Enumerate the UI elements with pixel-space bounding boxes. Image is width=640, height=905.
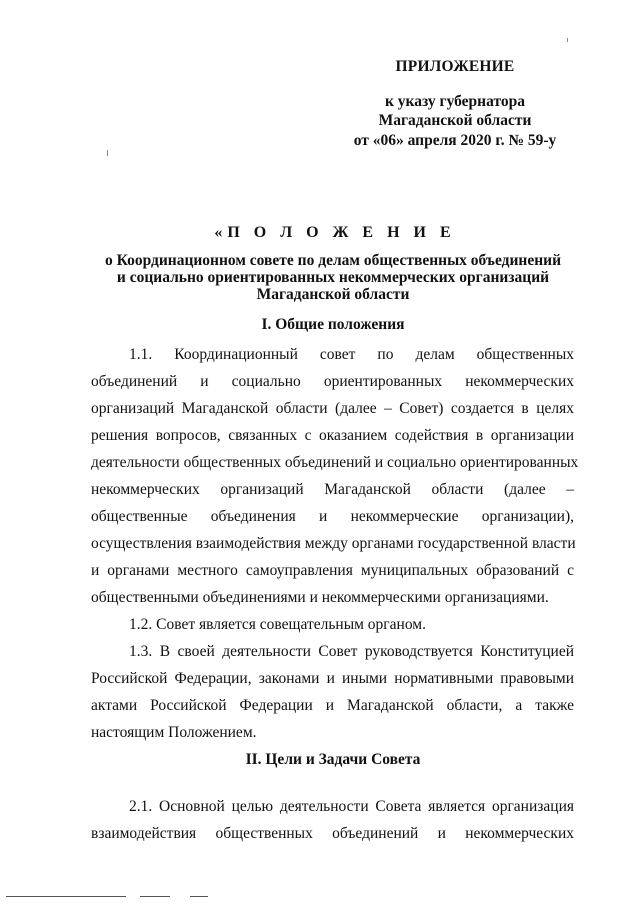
subtitle-line: и социально ориентированных некоммерческих организаций [116, 269, 550, 286]
text-line: объединений и социально ориентированных некоммерческих [91, 373, 574, 390]
scan-border-line [140, 896, 170, 897]
appendix-header [340, 58, 570, 149]
document-subtitle [0, 252, 640, 303]
text-line: 2.1. Основной целью деятельности Совета является организация [129, 798, 574, 815]
appendix-line-1: к указу губернатора [385, 93, 525, 110]
text-line: осуществления взаимодействия между органами государственной власти [91, 535, 576, 552]
text-line: 1.1. Координационный совет по делам общественных [129, 346, 574, 363]
text-line: 1.2. Совет является совещательным органом. [129, 616, 426, 633]
section-2-heading: II. Цели и Задачи Совета [245, 751, 421, 768]
text-line: взаимодействия общественных объединений и некоммерческих [91, 825, 574, 842]
scan-border-line [6, 896, 126, 897]
scan-border-line [190, 896, 208, 897]
document-title: «П О Л О Ж Е Н И Е [214, 224, 456, 241]
appendix-line-2: Магаданской области [378, 112, 532, 129]
text-line: настоящим Положением. [91, 724, 257, 741]
scan-artifact [567, 38, 568, 42]
text-line: и органами местного самоуправления муниципальных образований с [91, 562, 574, 579]
scan-artifact [107, 150, 108, 156]
paragraph-1-1 [91, 341, 579, 611]
appendix-title: ПРИЛОЖЕНИЕ [395, 58, 515, 75]
text-line: организаций Магаданской области (далее – Совет) создается в целях [91, 400, 574, 417]
text-line: деятельности общественных объединений и социально ориентированных [91, 454, 579, 471]
section-1-heading: I. Общие положения [261, 316, 405, 333]
subtitle-line: о Координационном совете по делам общественных объединений [104, 252, 562, 269]
text-line: некоммерческих организаций Магаданской области (далее – [91, 481, 574, 498]
text-line: общественные объединения и некоммерческие организации), [91, 508, 574, 525]
paragraph-1-2 [91, 611, 574, 638]
text-line: решения вопросов, связанных с оказанием содействия в организации [91, 427, 574, 444]
appendix-subtitle [340, 92, 570, 130]
paragraph-1-3 [91, 638, 574, 746]
subtitle-line: Магаданской области [256, 286, 410, 303]
text-line: 1.3. В своей деятельности Совет руководствуется Конституцией [129, 643, 574, 660]
text-line: общественными объединениями и некоммерческими организациями. [91, 589, 549, 606]
paragraph-2-1 [91, 793, 574, 847]
appendix-date: от «06» апреля 2020 г. № 59-у [353, 132, 557, 149]
text-line: Российской Федерации, законами и иными нормативными правовыми [91, 670, 574, 687]
text-line: актами Российской Федерации и Магаданской области, а также [91, 697, 574, 714]
